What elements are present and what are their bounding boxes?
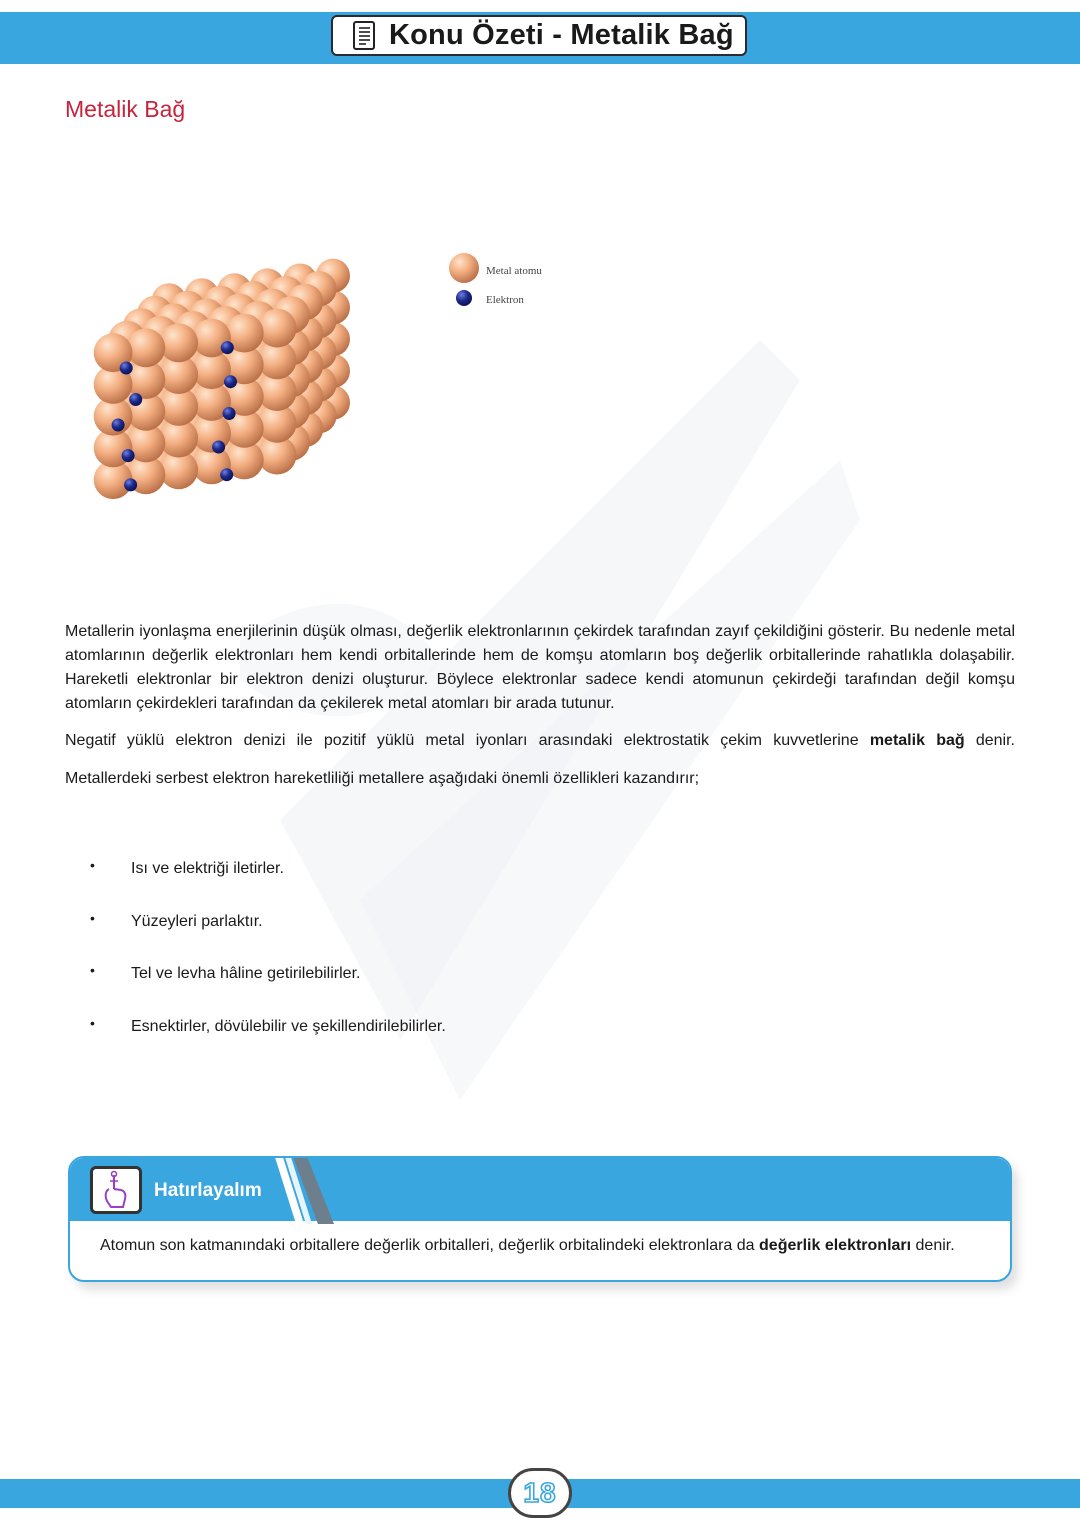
legend-label-electron: Elektron bbox=[486, 294, 524, 306]
section-heading: Metalik Bağ bbox=[65, 96, 186, 122]
decorative-stripes bbox=[270, 1158, 350, 1224]
hand-pointing-icon bbox=[93, 1169, 139, 1211]
atom-lattice bbox=[94, 259, 350, 500]
metal-atom bbox=[159, 324, 198, 363]
metal-atom bbox=[127, 328, 166, 367]
page-title: Konu Özeti - Metalik Bağ bbox=[389, 19, 734, 51]
electron-legend-icon bbox=[456, 290, 472, 306]
list-item-text: Tel ve levha hâline getirilebilirler. bbox=[131, 965, 361, 982]
electron bbox=[122, 449, 135, 462]
electron bbox=[220, 468, 233, 481]
electron bbox=[221, 341, 234, 354]
remember-term: değerlik elektronları bbox=[759, 1237, 912, 1254]
bullet-icon: • bbox=[90, 1014, 95, 1031]
remember-icon-box bbox=[90, 1166, 142, 1214]
electron bbox=[124, 478, 137, 491]
metal-atom-legend-icon bbox=[449, 253, 479, 283]
paragraph-properties-intro: Metallerdeki serbest elektron hareketliliği metallere aşağıdaki önemli özellikleri kazandırır; bbox=[65, 770, 700, 787]
paragraph-definition bbox=[65, 729, 1015, 753]
page-number-badge bbox=[508, 1468, 572, 1518]
electron bbox=[224, 375, 237, 388]
bullet-icon: • bbox=[90, 857, 95, 873]
title-box bbox=[331, 15, 747, 56]
definition-text: Negatif yüklü elektron denizi ile pozitif yüklü metal iyonları arasındaki elektrostatik çekim kuvvetlerine bbox=[65, 732, 870, 749]
electron bbox=[212, 441, 225, 454]
remember-card bbox=[68, 1156, 1012, 1282]
electron bbox=[223, 407, 236, 420]
bullet-icon: • bbox=[90, 909, 95, 926]
remember-text bbox=[100, 1237, 955, 1255]
metallic-bond-figure bbox=[70, 220, 570, 520]
definition-term: metalik bağ bbox=[869, 732, 965, 749]
remember-text-end: denir. bbox=[911, 1237, 955, 1254]
list-item-text: Isı ve elektriği iletirler. bbox=[131, 860, 284, 877]
list-item-text: Esnektirler, dövülebilir ve şekillendirilebilirler. bbox=[131, 1017, 446, 1035]
page-number: 18 bbox=[523, 1477, 557, 1508]
definition-end: denir. bbox=[964, 732, 1016, 749]
electron bbox=[129, 393, 142, 406]
remember-title: Hatırlayalım bbox=[154, 1180, 262, 1201]
metal-atom bbox=[258, 309, 297, 348]
legend bbox=[449, 253, 542, 306]
list-item-text: Yüzeyleri parlaktır. bbox=[131, 912, 263, 930]
electron bbox=[120, 362, 133, 375]
paragraph-intro: Metallerin iyonlaşma enerjilerinin düşük olması, değerlik elektronlarının çekirdek tarafından zayıf çekildiğini gösterir. Bu nedenle metal atomlarının değerlik elektronları hem kendi orbitallerinde hem de komşu atomların boş değerlik orbitallerinde rahatlıkla dolaşabilir. Hareketli elektronlar bir elektron denizi oluşturur. Böylece elektronlar sadece kendi atomunun çekirdeği tarafından değil komşu atomların çekirdekleri tarafından da çekilerek metal atomları bir arada tutunur. bbox=[65, 623, 1015, 712]
remember-text-start: Atomun son katmanındaki orbitallere değerlik orbitalleri, değerlik orbitalindeki elektronlara da bbox=[100, 1237, 760, 1254]
legend-label-atom: Metal atomu bbox=[486, 265, 542, 277]
notes-document-icon bbox=[351, 20, 379, 52]
electron bbox=[112, 419, 125, 432]
bullet-icon: • bbox=[90, 962, 95, 978]
